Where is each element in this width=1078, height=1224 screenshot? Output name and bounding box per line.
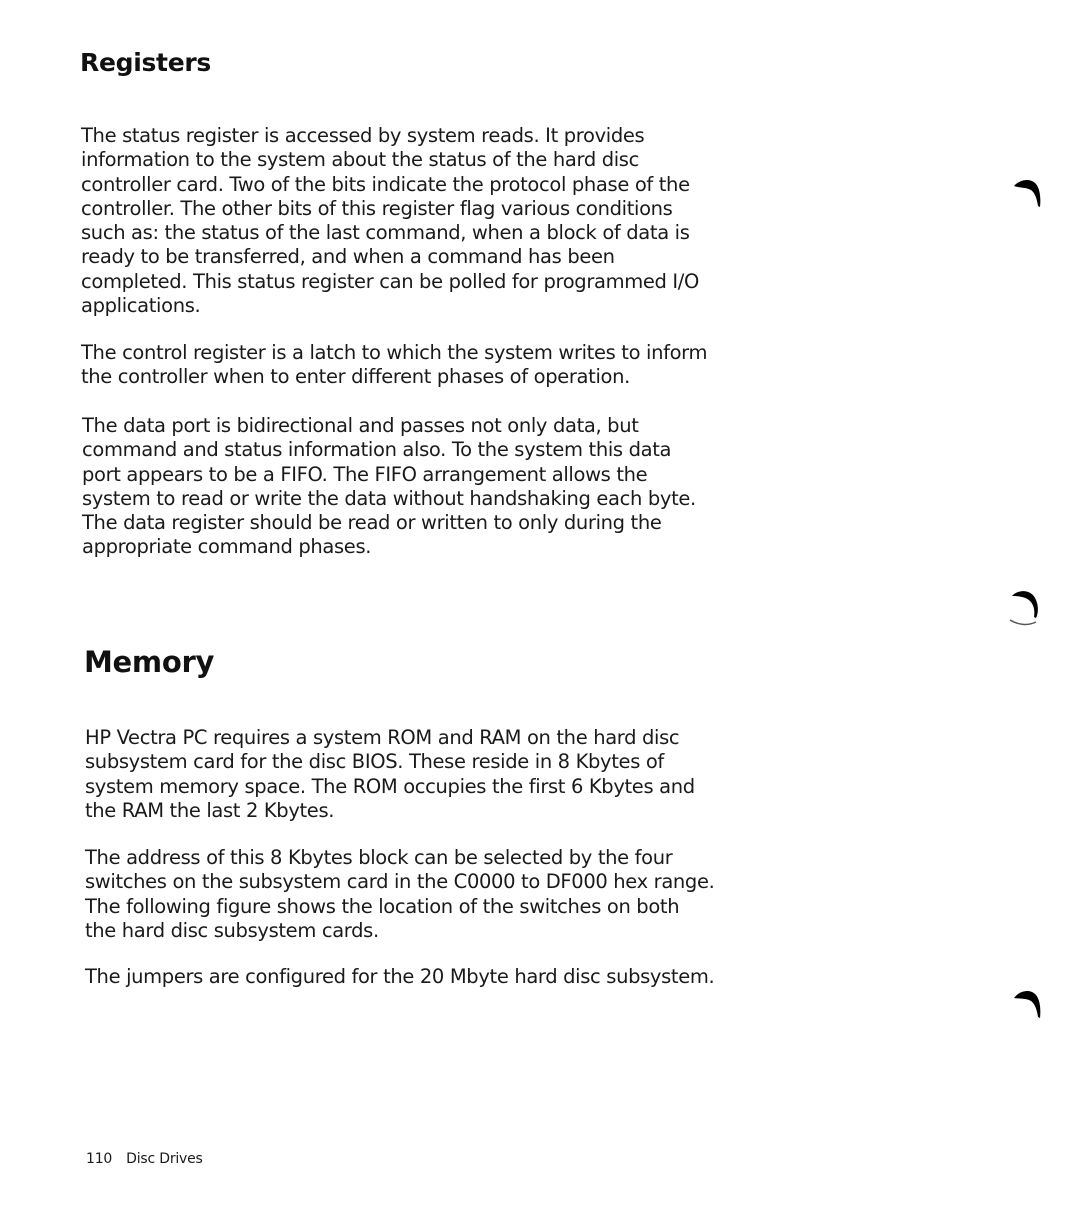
page-number: 110 (86, 1151, 113, 1167)
control-register-paragraph (81, 341, 707, 390)
text-line: the hard disc subsystem cards. (85, 918, 379, 942)
text-line: port appears to be a FIFO. The FIFO arrangement allows the (82, 462, 648, 486)
text-line: The control register is a latch to which the system writes to inform (81, 341, 708, 364)
text-line: system memory space. The ROM occupies the first 6 Kbytes and (85, 774, 695, 798)
text-line: The data register should be read or written to only during the (82, 511, 662, 535)
text-line: The data port is bidirectional and passes not only data, but (82, 414, 639, 437)
text-line: The jumpers are configured for the 20 Mbyte hard disc subsystem. (85, 965, 715, 988)
page-footer (86, 1151, 203, 1167)
status-register-paragraph (81, 124, 699, 318)
text-line: switches on the subsystem card in the C0000 to DF000 hex range. (85, 870, 715, 894)
text-line: command and status information also. To the system this data (82, 438, 672, 462)
text-line: the controller when to enter different phases of operation. (81, 365, 630, 389)
text-line: information to the system about the status of the hard disc (81, 148, 639, 172)
registers-heading: Registers (80, 48, 211, 77)
text-line: The following figure shows the location of the switches on both (85, 894, 680, 918)
binder-hole-mark-icon (1010, 170, 1050, 210)
memory-heading: Memory (84, 645, 215, 679)
text-line: the RAM the last 2 Kbytes. (85, 798, 335, 822)
text-line: ready to be transferred, and when a command has been (81, 245, 615, 269)
text-line: The address of this 8 Kbytes block can be selected by the four (85, 846, 673, 869)
address-switches-paragraph (85, 846, 714, 943)
rom-ram-paragraph (85, 726, 695, 823)
text-line: controller. The other bits of this register flag various conditions (81, 196, 673, 220)
text-line: applications. (81, 294, 201, 318)
text-line: system to read or write the data without handshaking each byte. (82, 486, 696, 510)
text-line: The status register is accessed by system reads. It provides (81, 124, 645, 147)
text-line: such as: the status of the last command, when a block of data is (81, 221, 690, 245)
text-line: controller card. Two of the bits indicate the protocol phase of the (81, 172, 690, 196)
text-line: completed. This status register can be polled for programmed I/O (81, 269, 700, 293)
text-line: appropriate command phases. (82, 535, 372, 559)
data-port-paragraph (82, 414, 696, 560)
text-line: HP Vectra PC requires a system ROM and RAM on the hard disc (85, 726, 680, 749)
jumpers-paragraph (85, 965, 714, 989)
section-title: Disc Drives (126, 1151, 203, 1167)
binder-hole-mark-icon (1006, 586, 1046, 626)
binder-hole-mark-icon (1010, 980, 1050, 1020)
text-line: subsystem card for the disc BIOS. These reside in 8 Kbytes of (85, 750, 664, 774)
